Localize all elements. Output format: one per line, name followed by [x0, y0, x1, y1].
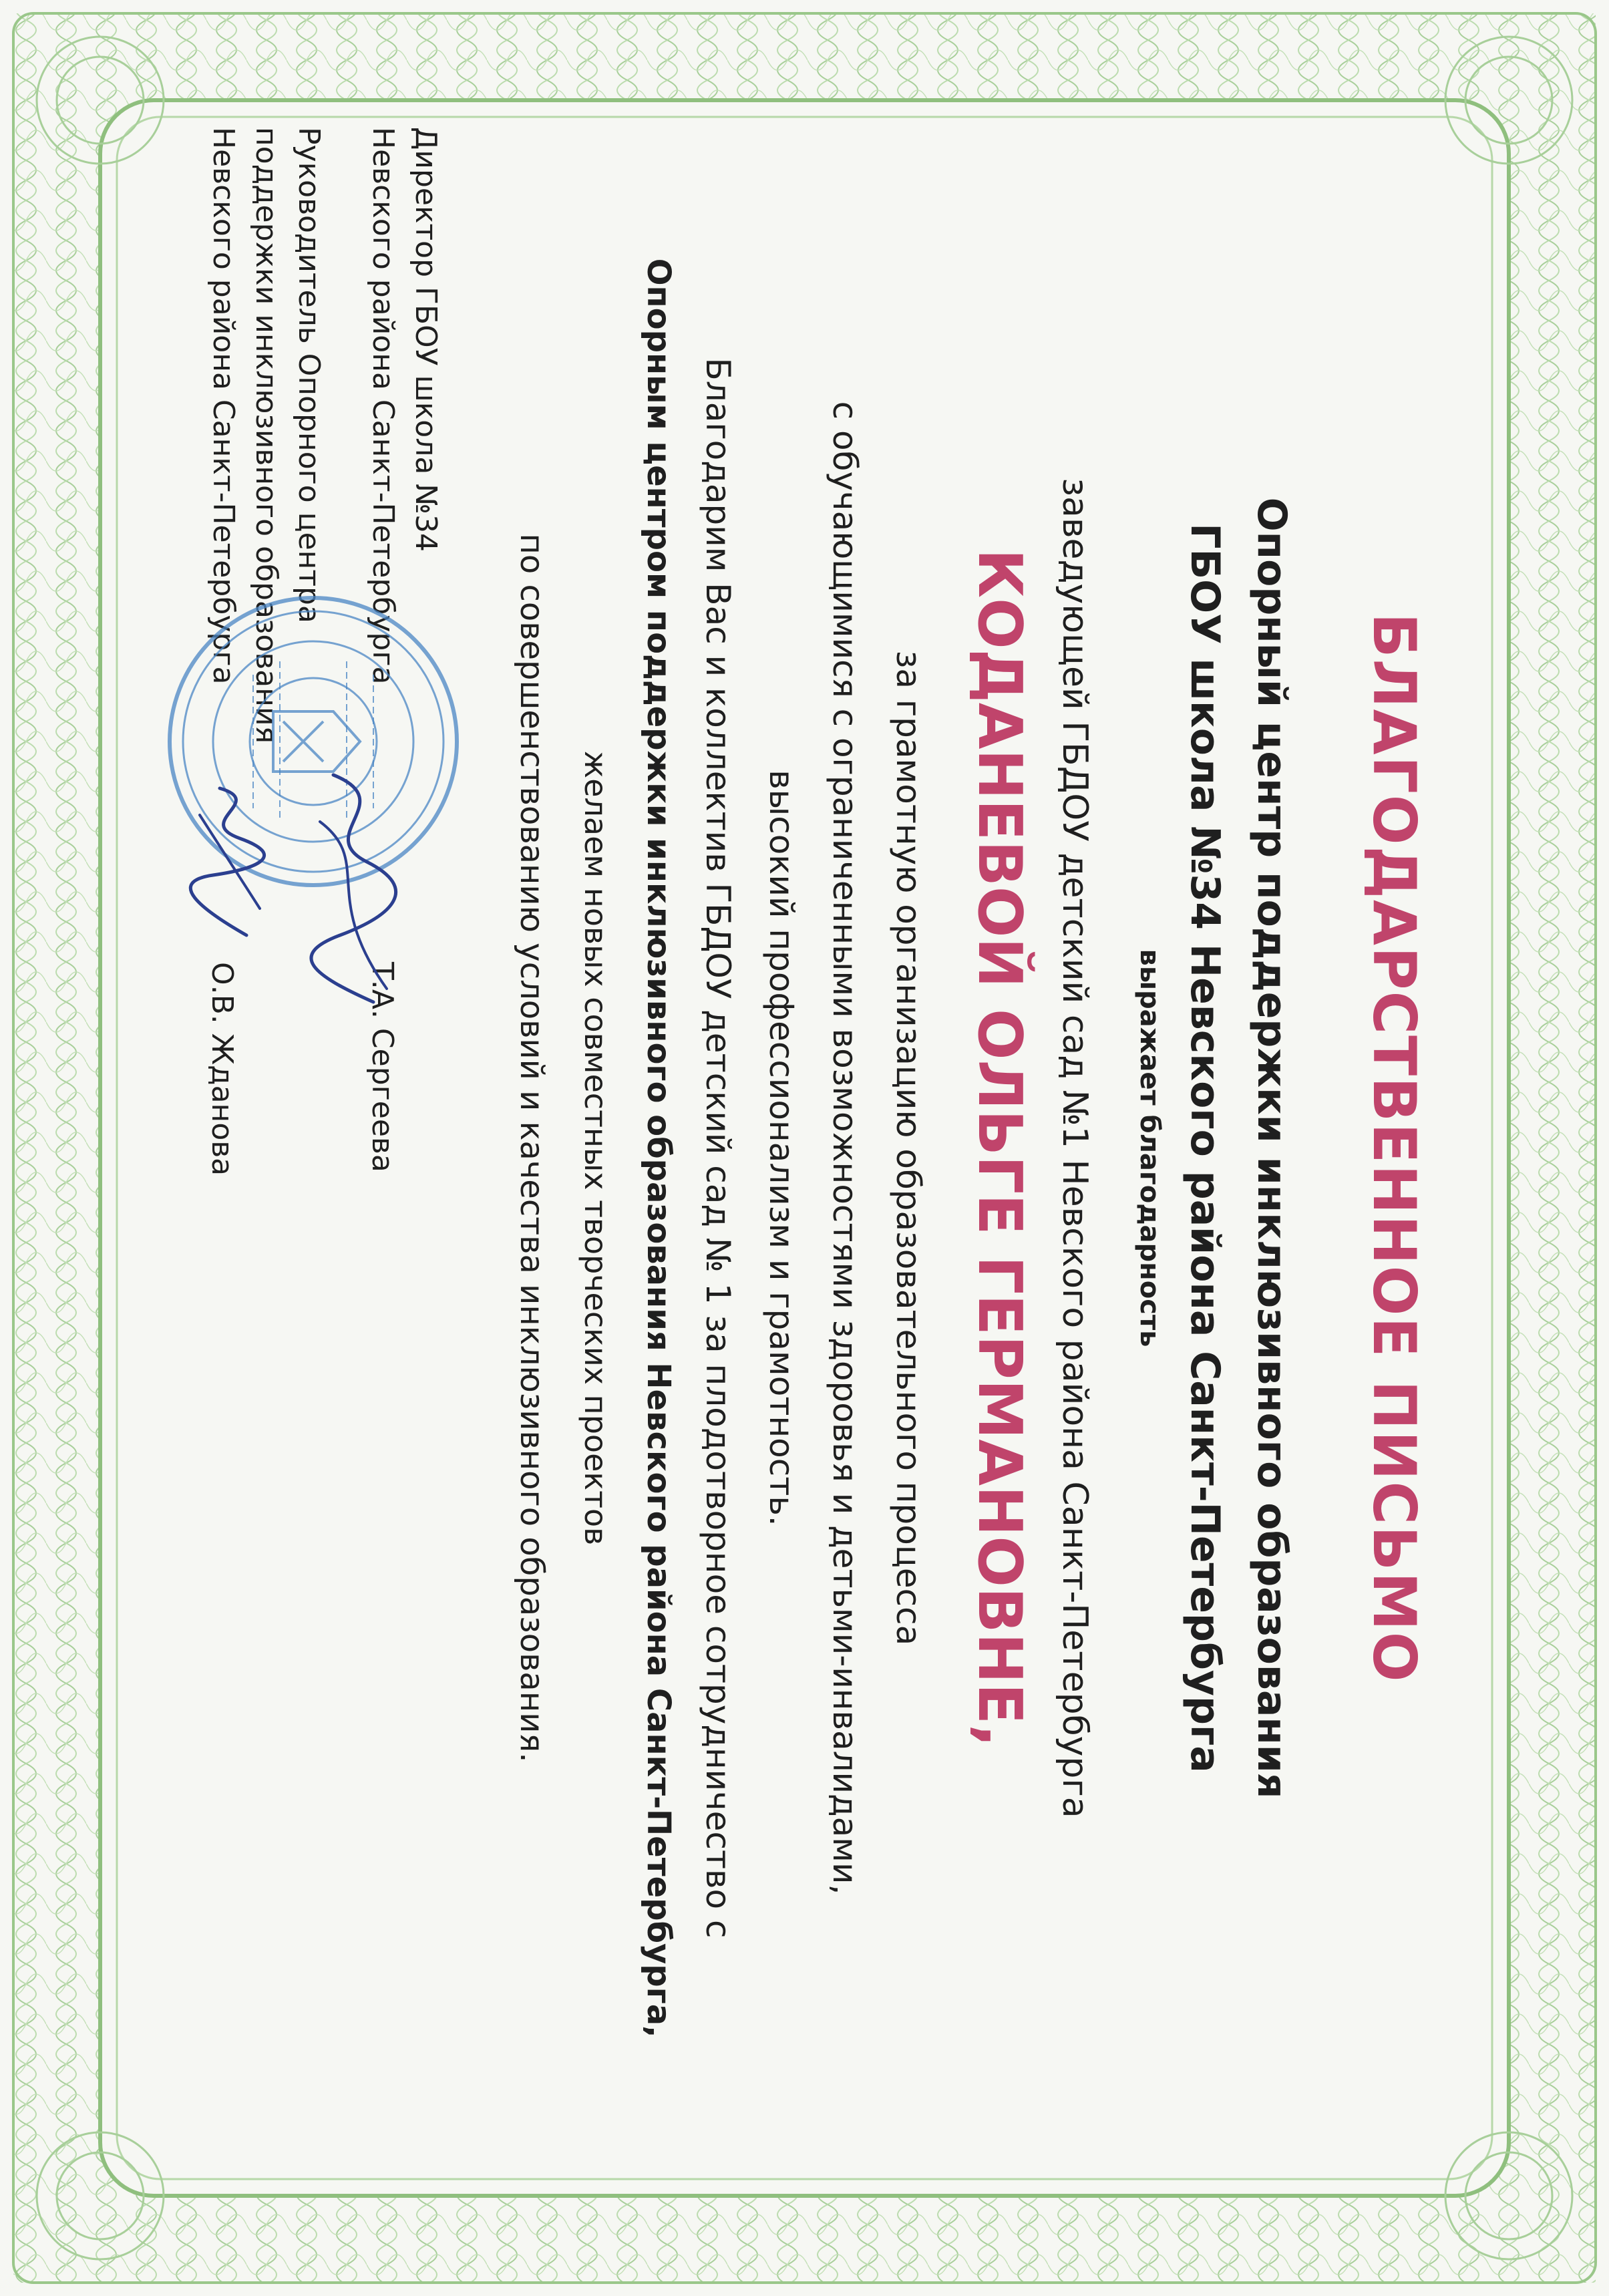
issuer-line-2: ГБОУ школа №34 Невского района Санкт-Петербурга — [1182, 523, 1228, 1773]
recipient-position: заведующей ГБДОУ детский сад №1 Невского района Санкт-Петербурга — [1055, 478, 1095, 1818]
director-name: Т.А. Сергеева — [365, 962, 399, 1172]
center-head-name: О.В. Жданова — [205, 962, 239, 1176]
director-label-line-2: Невского района Санкт-Петербурга — [366, 127, 400, 685]
body-line-6: желаем новых совместных творческих проектов — [578, 750, 614, 1546]
director-signature — [300, 762, 413, 1015]
body-line-5: Опорным центром поддержки инклюзивного образования Невского района Санкт-Петербурга, — [640, 258, 677, 2038]
expresses-gratitude: выражает благодарность — [1134, 949, 1165, 1347]
head-label-line-1: Руководитель Опорного центра — [292, 127, 326, 623]
issuer-line-1: Опорный центр поддержки инклюзивного образования — [1248, 497, 1295, 1799]
body-line-7: по совершенствованию условий и качества инклюзивного образования. — [513, 533, 550, 1763]
body-line-4: Благодарим Вас и коллектив ГБДОУ детский сад № 1 за плодотворное сотрудничество с — [699, 357, 737, 1939]
body-line-3: высокий профессионализм и грамотность. — [762, 770, 801, 1526]
head-label-line-2: поддержки инклюзивного образования — [249, 127, 283, 744]
letter-title: БЛАГОДАРСТВЕННОЕ ПИСЬМО — [1360, 613, 1429, 1683]
head-label-line-3: Невского района Санкт-Петербурга — [206, 127, 240, 685]
center-head-signature — [180, 775, 280, 949]
body-line-2: с обучающимися с ограниченными возможностями здоровья и детьми-инвалидами, — [826, 401, 864, 1895]
body-line-1: за грамотную организацию образовательного процесса — [889, 650, 928, 1646]
director-label-line-1: Директор ГБОУ школа №34 — [409, 127, 443, 552]
recipient-name: КОДАНЕВОЙ ОЛЬГЕ ГЕРМАНОВНЕ, — [964, 548, 1035, 1748]
